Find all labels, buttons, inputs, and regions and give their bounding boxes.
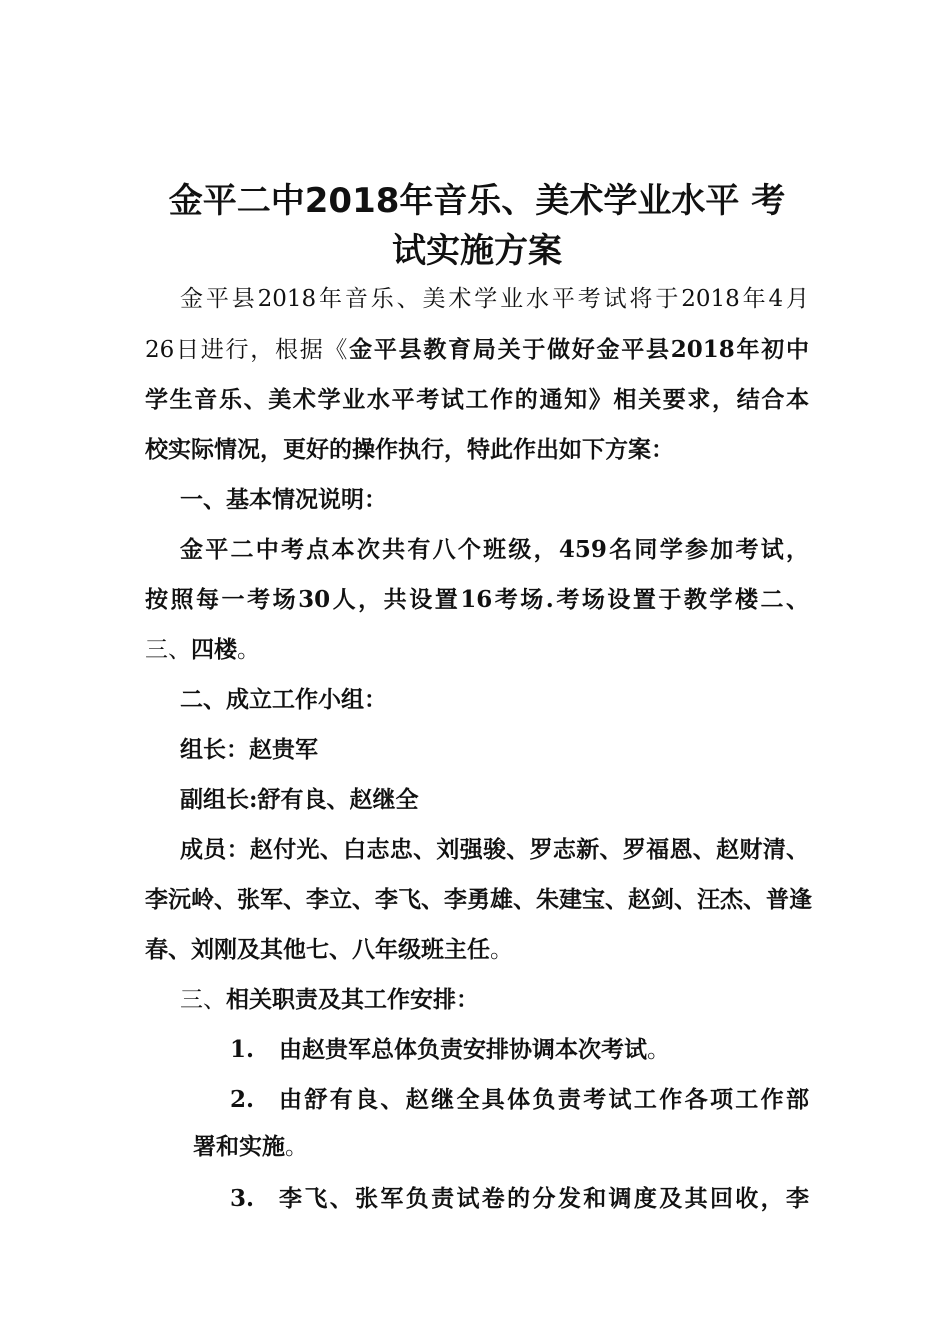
section-3-heading-prefix: 三、 [180, 987, 226, 1013]
group-deputy: 副组长:舒有良、赵继全 [180, 786, 419, 813]
members-line-3 [145, 933, 809, 967]
members-line-2: 李沅岭、张军、李立、李飞、李勇雄、朱建宝、赵剑、汪杰、普逢 [145, 886, 812, 913]
members-text: 春、刘刚及其他七、八年级班主任 [145, 936, 490, 963]
section-1-text: 。 [237, 637, 260, 663]
section-1-text: 四楼 [191, 636, 237, 663]
section-1-heading: 一、基本情况说明： [180, 486, 387, 513]
section-1-text: 三、 [145, 637, 191, 663]
item-2-text: 由舒有良、赵继全具体负责考试工作各项工作部 [279, 1086, 809, 1113]
intro-text: 》相关要求，结合本 [588, 386, 810, 413]
section-1-line-1: 金平二中考点本次共有八个班级，459名同学参加考试， [180, 536, 809, 563]
section-1-line-3 [145, 633, 809, 667]
section-3-heading [180, 983, 809, 1017]
item-3-text: 李飞、张军负责试卷的分发和调度及其回收，李 [279, 1185, 809, 1212]
section-2-heading: 二、成立工作小组： [180, 686, 387, 713]
intro-line-3 [145, 383, 809, 417]
document-title-line-1: 金平二中2018年音乐、美术学业水平 考 [168, 181, 786, 221]
item-text: 署和实施 [193, 1133, 285, 1160]
members-line-1: 成员：赵付光、白志忠、刘强骏、罗志新、罗福恩、赵财清、 [180, 836, 809, 863]
group-leader: 组长：赵贵军 [180, 736, 318, 763]
item-text: 由赵贵军总体负责安排协调本次考试 [279, 1036, 647, 1063]
members-text: 。 [490, 937, 513, 963]
document-title-line-2: 试实施方案 [392, 231, 562, 271]
section-3-heading-text: 相关职责及其工作安排： [226, 986, 479, 1013]
item-number: 2. [230, 1086, 255, 1113]
intro-line-2 [145, 333, 809, 367]
intro-text: 26日进行，根据《 [145, 337, 350, 363]
item-text: 。 [285, 1134, 308, 1160]
intro-text: 金平县2018年音乐、美术学业水平考试将于2018年4月 [180, 286, 809, 312]
item-1-text [279, 1033, 809, 1067]
item-2-continuation [193, 1130, 308, 1164]
intro-text: 校实际情况，更好的操作执行，特此作出如下方案： [145, 436, 674, 463]
item-number: 3. [230, 1185, 255, 1212]
item-text: 。 [647, 1037, 670, 1063]
intro-line-4 [145, 433, 809, 467]
notice-title: 金平县教育局关于做好金平县2018年初中 [349, 336, 809, 363]
section-1-line-2: 按照每一考场30人，共设置16考场.考场设置于教学楼二、 [145, 586, 809, 613]
item-number: 1. [230, 1036, 255, 1063]
intro-line-1 [180, 282, 809, 316]
notice-title: 学生音乐、美术学业水平考试工作的通知 [145, 386, 589, 413]
